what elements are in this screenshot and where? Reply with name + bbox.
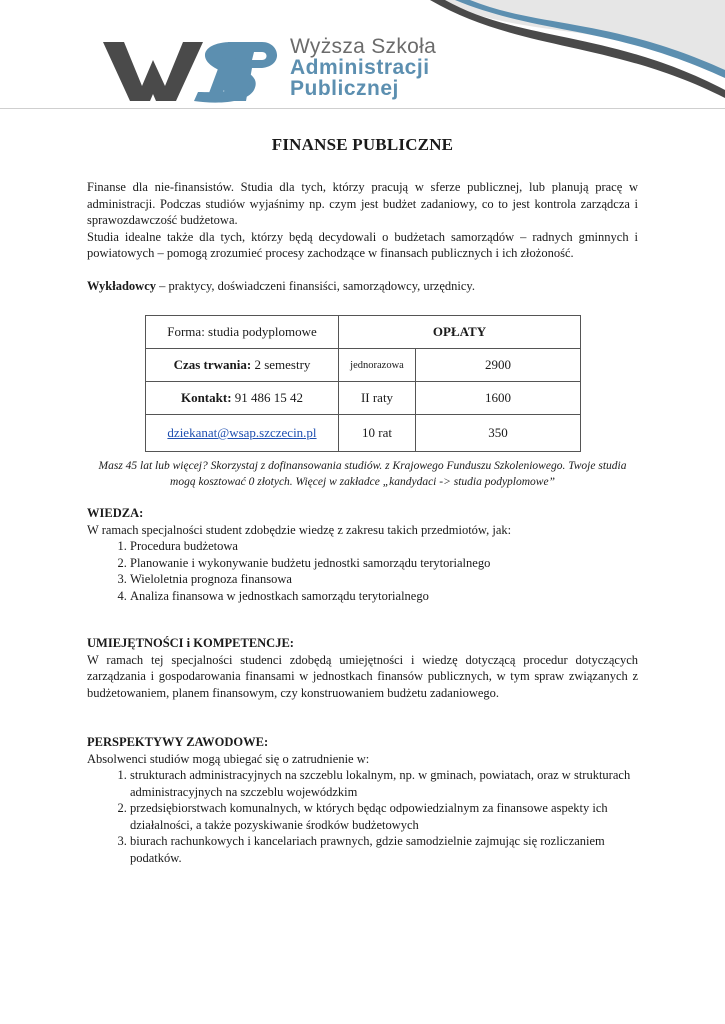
info-table <box>145 315 581 452</box>
logo-line-2: Administracji <box>290 56 430 79</box>
intro-paragraph-2: Studia idealne także dla tych, którzy będą decydowali o budżetach samorządów – radnych gminnych i powiatowych – pomogą zrozumieć procesy zachodzące w finansach publicznych i ich złożoność. <box>87 229 638 260</box>
lecturers-line <box>87 278 638 295</box>
header-divider <box>0 108 725 109</box>
fee-type: jednorazowa <box>339 349 416 382</box>
fee-amount: 1600 <box>416 382 581 415</box>
page-header <box>0 0 725 112</box>
umiejetnosci-heading: UMIEJĘTNOŚCI i KOMPETENCJE: <box>87 636 294 650</box>
contact-cell <box>146 382 339 415</box>
list-item: 3. biurach rachunkowych i kancelariach prawnych, gdzie samodzielnie zajmując się rozliczaniem podatków. <box>130 833 638 866</box>
umiejetnosci-text: W ramach tej specjalności studenci zdobędą umiejętności i wiedzę dotyczącą procedur dotyczących zarządzania i gospodarowania finansami w jednostkach finansów publicznych, w tym spraw związanych z budżetowaniem, planem finansowym, czy konstruowaniem budżetu zadaniowego. <box>87 652 638 700</box>
contact-phone: 91 486 15 42 <box>231 390 304 405</box>
table-row <box>146 349 581 382</box>
duration-cell <box>146 349 339 382</box>
list-item: 1. strukturach administracyjnych na szczeblu lokalnym, np. w gminach, powiatach, oraz w strukturach administracyjnych na szczeblu wojewódzkim <box>130 767 638 800</box>
logo-line-3: Publicznej <box>290 77 399 100</box>
wiedza-heading: WIEDZA: <box>87 506 144 520</box>
page-title: FINANSE PUBLICZNE <box>271 135 454 154</box>
logo-line-1: Wyższa Szkoła <box>290 35 437 58</box>
email-cell <box>146 415 339 452</box>
perspektywy-intro: Absolwenci studiów mogą ubiegać się o zatrudnienie w: <box>87 751 370 766</box>
lecturers-label: Wykładowcy <box>87 279 156 293</box>
wiedza-section <box>87 505 638 604</box>
fee-amount: 350 <box>416 415 581 452</box>
duration-label: Czas trwania: <box>173 357 252 372</box>
contact-label: Kontakt: <box>180 390 232 405</box>
list-item: 1. Procedura budżetowa <box>130 538 638 555</box>
table-row <box>146 316 581 349</box>
form-cell: Forma: studia podyplomowe <box>146 316 339 349</box>
list-item: 3. Wieloletnia prognoza finansowa <box>130 571 638 588</box>
intro-section <box>87 179 638 262</box>
wiedza-intro: W ramach specjalności student zdobędzie wiedzę z zakresu takich przedmiotów, jak: <box>87 522 512 537</box>
intro-paragraph-1: Finanse dla nie-finansistów. Studia dla tych, którzy pracują w sferze publicznej, lub planują pracę w administracji. Podczas studiów wyjaśnimy np. czym jest budżet zadaniowy, co to jest kontrola zarządcza i sprawozdawczość budżetowa. <box>87 180 638 227</box>
perspektywy-heading: PERSPEKTYWY ZAWODOWE: <box>87 735 269 749</box>
wsap-logo-icon <box>103 42 277 103</box>
duration-value: 2 semestry <box>251 357 311 372</box>
fees-header: OPŁATY <box>339 316 581 349</box>
perspektywy-list <box>87 767 638 866</box>
email-link[interactable]: dziekanat@wsap.szczecin.pl <box>167 425 317 440</box>
table-row <box>146 382 581 415</box>
list-item: 2. Planowanie i wykonywanie budżetu jednostki samorządu terytorialnego <box>130 555 638 572</box>
fee-type: 10 rat <box>339 415 416 452</box>
table-row <box>146 415 581 452</box>
list-item: 2. przedsiębiorstwach komunalnych, w których będąc odpowiedzialnym za finansowe aspekty ich działalności, a także pozyskiwanie środków budżetowych <box>130 800 638 833</box>
wiedza-list <box>87 538 638 604</box>
umiejetnosci-section <box>87 635 638 701</box>
lecturers-text: – praktycy, doświadczeni finansiści, samorządowcy, urzędnicy. <box>156 279 475 293</box>
logo-text <box>290 36 436 99</box>
fee-amount: 2900 <box>416 349 581 382</box>
funding-note: Masz 45 lat lub więcej? Skorzystaj z dofinansowania studiów. z Krajowego Funduszu Szkoleniowego. Twoje studia mogą kosztować 0 złotych. Więcej w zakładce „kandydaci -> studia podyplomowe” <box>98 460 627 488</box>
list-item: 4. Analiza finansowa w jednostkach samorządu terytorialnego <box>130 588 638 605</box>
perspektywy-section <box>87 734 638 866</box>
fee-type: II raty <box>339 382 416 415</box>
